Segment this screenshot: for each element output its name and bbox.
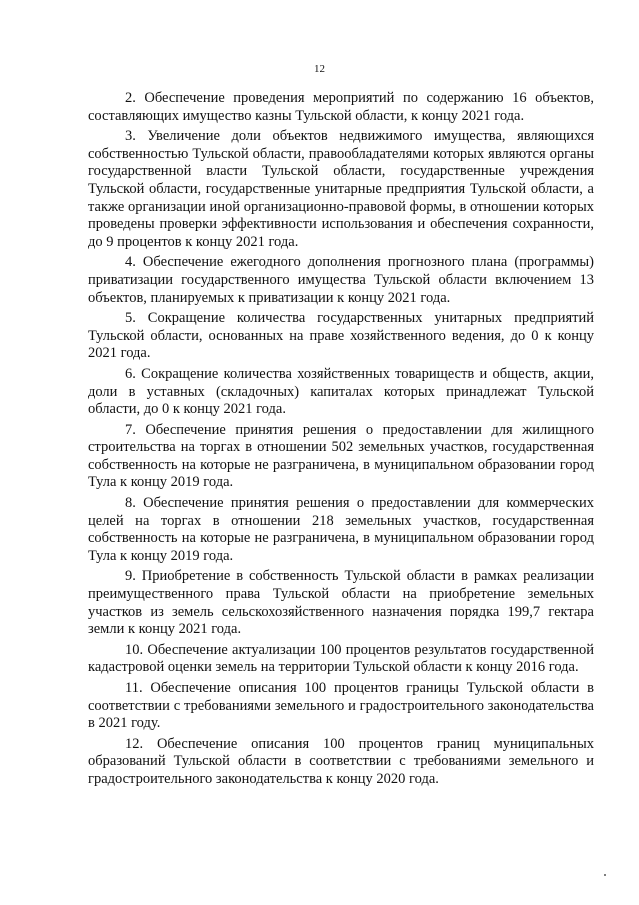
paragraph-item-9: 9. Приобретение в собственность Тульской области в рамках реализации преимущественного права Тульской области на приобретение земельных участков из земель сельскохозяйственного назначения порядка 199,7 гектара земли к концу 2021 года. — [88, 568, 594, 638]
paragraph-item-6: 6. Сокращение количества хозяйственных товариществ и обществ, акции, доли в уставных (складочных) капиталах которых принадлежат Тульской области, до 0 к концу 2021 года. — [88, 365, 594, 418]
scan-speck — [604, 874, 606, 876]
paragraph-item-5: 5. Сокращение количества государственных унитарных предприятий Тульской области, основанных на праве хозяйственного ведения, до 0 к концу 2021 года. — [88, 310, 594, 362]
paragraph-item-8: 8. Обеспечение принятия решения о предоставлении для коммерческих целей на торгах в отношении 218 земельных участков, государственная собственность на которые не разграничена, в муниципальном образовании город Тула к концу 2019 года. — [88, 495, 594, 564]
paragraph-item-3: 3. Увеличение доли объектов недвижимого имущества, являющихся собственностью Тульской области, правообладателями которых являются органы государственной власти Тульской области, государственные учреждения Тульской области, государственные унитарные предприятия Тульской области, а также организации иной организационно-правовой формы, в отношении которых проведены проверки эффективности использования и обеспечения сохранности, до 9 процентов к концу 2021 года. — [88, 128, 594, 250]
paragraph-item-4: 4. Обеспечение ежегодного дополнения прогнозного плана (программы) приватизации государственного имущества Тульской области включением 13 объектов, планируемых к приватизации к концу 2021 года. — [88, 254, 594, 306]
paragraph-item-10: 10. Обеспечение актуализации 100 процентов результатов государственной кадастровой оценки земель на территории Тульской области к концу 2016 года. — [88, 641, 594, 676]
paragraph-item-2: 2. Обеспечение проведения мероприятий по содержанию 16 объектов, составляющих имущество казны Тульской области, к концу 2021 года. — [88, 90, 594, 124]
paragraph-item-12: 12. Обеспечение описания 100 процентов границ муниципальных образований Тульской области в соответствии с требованиями земельного и градостроительного законодательства к концу 2020 года. — [88, 735, 594, 787]
page-number: 12 — [314, 63, 325, 75]
document-body — [88, 90, 594, 789]
paragraph-item-11: 11. Обеспечение описания 100 процентов границы Тульской области в соответствии с требованиями земельного и градостроительного законодательства в 2021 году. — [88, 680, 594, 732]
paragraph-item-7: 7. Обеспечение принятия решения о предоставлении для жилищного строительства на торгах в отношении 502 земельных участков, государственная собственность на которые не разграничена, в муниципальном образовании город Тула к концу 2019 года. — [88, 421, 594, 491]
